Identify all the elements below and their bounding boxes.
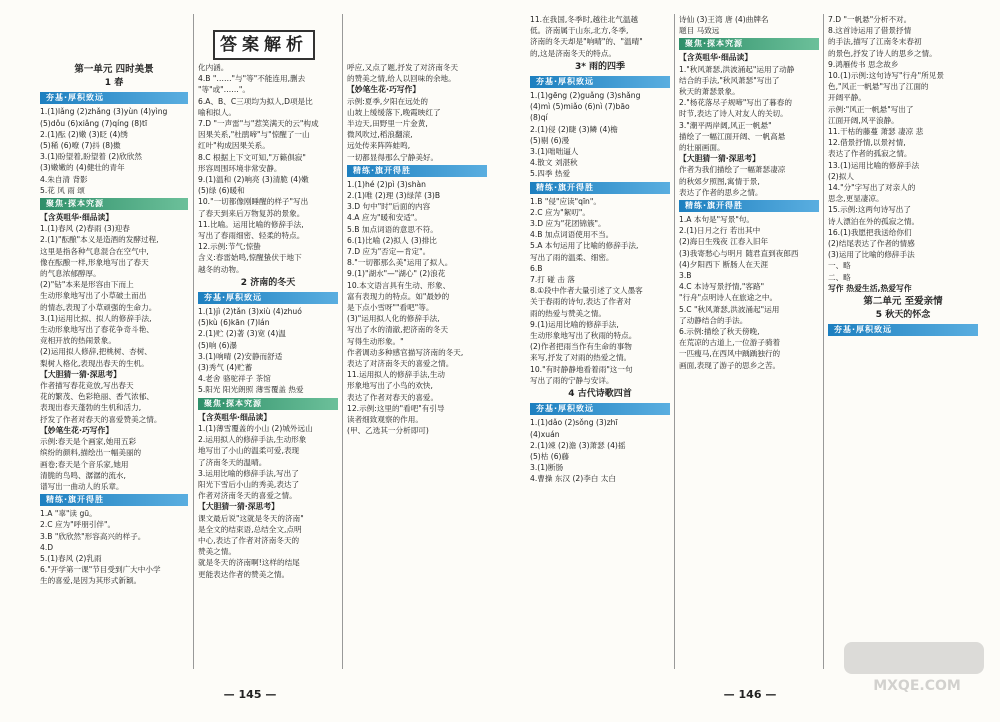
answer-line: 呼应,又点了题,抒发了对济南冬天 [347, 63, 459, 72]
answer-lines [40, 508, 188, 586]
answer-line: (2)结尾表达了作者的情感 [828, 239, 915, 249]
answer-line: 来写,抒发了对雨的热爱之情。 [530, 353, 632, 363]
answer-line: 写出了雨的宁静与安详。 [530, 375, 614, 385]
section-bar: 精练·旗开得胜 [347, 165, 487, 177]
answer-line: 3.运用比喻的修辞手法,写出了 [198, 468, 299, 478]
answer-line: (2)作者把雨当作有生命的事物 [530, 342, 632, 352]
answer-line: 济南的冬天却是"响晴"的、"温晴" [530, 37, 643, 47]
answer-line: 7.打 碰 击 落 [530, 275, 575, 285]
answer-lines [40, 223, 188, 369]
writing-heading: 写作 热爱生活,热爱写作 [828, 283, 912, 293]
answer-line: 12.示例:这里的"看吧"有引导 [347, 403, 445, 413]
answer-line: 6."开学第一课"节目受到广大中小学 [40, 565, 161, 575]
answer-line: 时节,表达了诗人对友人的关切。 [679, 109, 788, 119]
answer-line: 写出了雨的温柔、细密。 [530, 252, 614, 262]
answer-line: 2.(1)侵 (2)睫 (3)鳞 (4)檐 [530, 124, 618, 134]
answer-line: 4.D [40, 542, 54, 552]
answer-line: 9.(1)"湖水"—"湖心" (2)浪花 [347, 269, 446, 279]
answer-line: 了动静结合的手法。 [679, 315, 748, 325]
answer-line: 11.运用拟人的修辞手法,生动 [347, 370, 446, 380]
answer-line: 3.(1)断肠 [530, 463, 564, 473]
answer-line: (2)运用拟人修辞,把桃树、杏树、 [40, 347, 152, 357]
answer-line: 秋天的萧瑟景象。 [679, 87, 740, 97]
answer-line: 生动形象地写出了秋雨的特点。 [530, 331, 637, 341]
answer-lines [828, 160, 978, 261]
answer-line: (甲、乙选其一分析即可) [347, 426, 429, 436]
lesson-heading: 4 古代诗歌四首 [568, 389, 632, 400]
answer-line: 7.D "一声雷"与"惹笑满天的云"构成 [198, 119, 319, 129]
answer-line: 11.干枯的藤蔓 萧瑟 凄凉 悲 [828, 127, 924, 137]
answer-line: 3.D 句中"时"后面的内容 [347, 202, 431, 212]
answer-line: 12.借景抒情,以景衬情, [828, 138, 906, 148]
answer-line: 11.在我国,冬季时,越往北气温越 [530, 15, 639, 24]
answer-line: 5.阳光 阳光朗照 薄雪覆盖 热爱 [198, 385, 304, 395]
answer-line: 9.鸿雁传书 思念故乡 [828, 59, 899, 69]
answer-line: 一匹瘦马,在西风中踽踽独行的 [679, 349, 781, 359]
answer-lines [347, 313, 487, 436]
answer-line: 了济南冬天的温晴。 [198, 457, 267, 467]
answer-line: 画卷;春天是个音乐家,她用 [40, 459, 129, 469]
answer-line: 3.B "欣欣然"形容高兴的样子。 [40, 531, 146, 541]
lesson-heading: 2 济南的冬天 [240, 277, 296, 288]
answer-line: 表现出春天蓬勃的生机和活力, [40, 403, 142, 413]
answer-line: 5.(1)春风 (2)乳雨 [40, 553, 102, 563]
section-bar: 夯基·厚积致远 [198, 292, 338, 304]
answer-line: 因果关系,"杜鹃啼"与"惊醒了一山 [198, 130, 310, 140]
answer-line: 是下点小雪呀""看吧"等。 [347, 303, 434, 313]
answer-line: 1.(1)春风 (2)春雨 (3)迎春 [40, 224, 130, 234]
answer-line: 色,"风正一帆悬"写出了江面的 [828, 82, 929, 92]
unit-heading: 第一单元 四时美景 [74, 64, 154, 75]
answer-line: 生动形象地写出了小草破土而出 [40, 291, 147, 301]
answer-line: (3)秀气 (4)贮蓄 [198, 363, 253, 373]
answer-line: 表达了作者的思乡之情。 [679, 187, 763, 197]
subsection-heading: 【大胆猜一猜·深思考】 [198, 502, 279, 512]
answer-line: 1."秋风萧瑟,洪波涌起"运用了动静 [679, 64, 795, 74]
answer-line: 8.C 根据上下文可知,"万籁俱寂" [198, 152, 306, 162]
answer-lines [679, 214, 819, 371]
subsection-heading: 【妙笔生花·巧写作】 [40, 425, 114, 435]
column-divider [823, 14, 824, 669]
page-number: — 146 — [723, 687, 777, 701]
answer-line: 雨的热爱与赞美之情。 [530, 308, 606, 318]
answer-line: 一切都显得那么宁静美好。 [347, 152, 439, 162]
lesson-heading: 1 春 [104, 78, 124, 89]
answer-line: (3)嫩嫩的 (4)健壮的青年 [40, 163, 125, 173]
answer-line: 是全文的结束语,总结全文,点明 [198, 524, 302, 534]
answer-line: 写出了水的清澈,把济南的冬天 [347, 325, 449, 335]
subsection-heading: 【大胆猜一猜·深思考】 [679, 154, 760, 164]
answer-line: 3.D 应为"花团锦簇"。 [530, 219, 606, 229]
answer-line: 2.(1)"酝酿"本义是造酒的发酵过程, [40, 235, 159, 245]
answer-line: 3."潮平两岸阔,风正一帆悬" [679, 120, 772, 130]
answer-line: 5.B 加点词语的意思不符。 [347, 224, 438, 234]
page-number: — 145 — [223, 687, 277, 701]
answer-line: 半边天,田野里一片金黄, [347, 119, 428, 129]
answer-line: 写得生动形象。" [347, 336, 404, 346]
page-number-value: 145 [238, 687, 262, 701]
answer-line: 1.B "侵"应读"qīn"。 [530, 196, 601, 206]
left-page [0, 0, 500, 704]
answer-line: 10.本文语言具有生动、形象、 [347, 280, 451, 290]
subsection-heading: 【大胆猜一猜·深思考】 [40, 369, 121, 379]
answer-line: 红叶"构成因果关系。 [198, 141, 270, 151]
answer-line: 抒发了作者对春天的喜爱赞美之情。 [40, 414, 162, 424]
answer-line: 8.这首诗运用了借景抒情 [828, 26, 912, 36]
answer-line: 思念,更显凄凉。 [828, 194, 884, 204]
section-bar: 夯基·厚积致远 [530, 403, 670, 415]
answer-lines [679, 64, 819, 154]
answer-line: (5)剔 (6)漫 [530, 135, 570, 145]
answer-line: 就是冬天的济南啊!这样的结尾 [198, 558, 300, 568]
answer-line: 含义:春雷始鸣,惊醒蛰伏于地下 [198, 253, 302, 263]
answer-line: "等"或"……"。 [198, 85, 250, 95]
subsection-heading: 【妙笔生花·巧写作】 [347, 85, 421, 95]
answer-line: 的赞美之情,给人以回味的余地。 [347, 74, 456, 84]
answer-line: 描绘了一幅江面开阔、一帆高悬 [679, 131, 786, 141]
answer-line: 的景色,抒发了诗人的思乡之情。 [828, 48, 937, 58]
answer-line: 10."一切都像刚睡醒的样子"写出 [198, 197, 309, 207]
section-bar: 聚焦·探本究源 [40, 198, 188, 210]
answer-line: 4.B 加点词语使用不当。 [530, 230, 614, 240]
answer-line: 2.(1)竦 (2)澹 (3)萧瑟 (4)摇 [530, 440, 626, 450]
answer-line: (4)夕阳西下 断肠人在天涯 [679, 259, 769, 269]
answer-line: (5)dǒu (6)xiǎng (7)qíng (8)tī [40, 118, 148, 128]
answer-line: 的,这是济南冬天的特点。 [530, 48, 616, 58]
right-column-3 [828, 14, 978, 674]
answer-line: 远处传来阵阵蛙鸣, [347, 141, 411, 151]
answer-line: 中心,表达了作者对济南冬天的 [198, 535, 300, 545]
answer-line: 3.(1)咄咄逼人 [530, 147, 579, 157]
answer-line: 作者描写春花竞放,写出春天 [40, 381, 134, 391]
answer-line: 关于春雨的诗句,表达了作者对 [530, 297, 632, 307]
answer-line: 作者为我们描绘了一幅萧瑟凄凉 [679, 165, 786, 175]
answer-line: 4.朱自清 背影 [40, 174, 88, 184]
answer-lines [679, 164, 819, 198]
answer-lines [347, 62, 487, 84]
answer-line: 写出了春雨细密、轻柔的特点。 [198, 231, 305, 241]
answer-line: 形容周围环境非常安静。 [198, 163, 282, 173]
answer-lines [347, 179, 487, 313]
answer-line: 3.(1)运用比拟、拟人的修辞手法, [40, 313, 152, 323]
answer-lines [198, 423, 338, 501]
answer-line: 8."一切都那么美"运用了拟人。 [347, 258, 453, 268]
subsection-heading: 【含英咀华·细品读】 [198, 412, 272, 422]
answer-line: 4.C 本诗写景抒情,"客路" [679, 282, 765, 292]
answer-line: (3)运用了比喻的修辞手法 [828, 250, 915, 260]
subsection-heading: 【含英咀华·细品读】 [679, 53, 753, 63]
answer-line: 一、略 [828, 261, 851, 271]
answer-line: 梨树人格化,表现出春天的生机。 [40, 358, 149, 368]
answer-line: 4.散文 刘湛秋 [530, 158, 578, 168]
answer-line: 画面,表现了游子的思乡之苦。 [679, 360, 781, 370]
answer-line: 2."杨花落尽子规啼"写出了暮春的 [679, 98, 792, 108]
answer-line: 作者对济南冬天的喜爱之情。 [198, 491, 297, 501]
answer-lines [530, 196, 670, 386]
answer-line: (8)qí [530, 113, 548, 123]
answer-line: 14."分"字写出了对亲人的 [828, 183, 916, 193]
answer-line: 10.(1)示例:这句诗写"行舟"所见景 [828, 71, 944, 81]
answer-line: 3.B [679, 271, 692, 281]
answer-line: 6.(1)比喻 (2)拟人 (3)排比 [347, 235, 437, 245]
answer-line: 谱写出一曲动人的乐章。 [40, 481, 124, 491]
answer-line: 作者调动多种感官描写济南的冬天, [347, 347, 464, 357]
answer-lines [40, 106, 188, 196]
section-bar: 精练·旗开得胜 [40, 494, 188, 506]
answer-line: 表达了作者对春天的喜爱。 [347, 392, 439, 402]
answer-line: 2.(1)贮 (2)著 (3)宽 (4)温 [198, 329, 286, 339]
answer-line: 1.(1)薄雪覆盖的小山 (2)城外远山 [198, 423, 313, 433]
unit-heading: 第二单元 至爱亲情 [863, 296, 943, 308]
answer-lines [198, 513, 338, 580]
answer-line: 富有表现力的特点。如"最妙的 [347, 291, 450, 301]
answer-line: 化内涵。 [198, 63, 229, 72]
lesson-heading: 3* 雨的四季 [574, 61, 626, 72]
answer-line: 生的喜爱,是因为其形式新颖。 [40, 576, 142, 586]
answer-line: 示例:春天是个画家,她用五彩 [40, 437, 137, 447]
answer-line: 3.(1)响晴 (2)安静而舒适 [198, 351, 283, 361]
answer-line: 1.(1)gēng (2)guǎng (3)shǎng [530, 91, 641, 101]
answer-line: 2.(1)日月之行 若出其中 [679, 226, 761, 236]
answer-line: 10."有时静静地看着雨"这一句 [530, 364, 633, 374]
answer-line: 诗仙 (3)王湾 唐 (4)曲牌名 [679, 15, 769, 24]
answer-line: 1.(1)jì (2)tǎn (3)xiù (4)zhuó [198, 307, 302, 317]
answer-line: 1.A 本句是"写景"句。 [679, 215, 754, 225]
answer-line: 课文最后说"这就是冬天的济南" [198, 513, 304, 523]
answer-line: 的秋郊夕照图,寓情于景, [679, 176, 760, 186]
section-bar: 精练·旗开得胜 [679, 200, 819, 212]
answer-line: 题目 马致远 [679, 26, 720, 36]
answer-line: 1.A "辜"读 gū。 [40, 509, 97, 519]
answer-line: 12.示例:节气;惊蛰 [198, 242, 261, 252]
lesson-heading: 5 秋天的怀念 [875, 310, 931, 321]
answer-lines [347, 96, 487, 163]
answer-line: 5.C "秋风萧瑟,洪波涌起"运用 [679, 304, 780, 314]
answer-line: 6.B [530, 263, 543, 273]
answer-line: 清脆的鸟鸣、潺潺的流水, [40, 470, 126, 480]
answer-line: 在荒凉的古道上,一位游子骑着 [679, 338, 781, 348]
left-column-2 [198, 62, 338, 722]
right-column-1 [530, 14, 670, 674]
answer-lines [530, 14, 670, 59]
answer-line: 诗人漂泊在外的孤寂之情。 [828, 216, 920, 226]
answer-line: 这里是指各种气息混合在空气中, [40, 246, 149, 256]
section-bar: 精练·旗开得胜 [530, 182, 670, 194]
answer-line: 生动形象地写出了春花争奇斗艳、 [40, 325, 154, 335]
column-divider [674, 14, 675, 669]
answer-line: 4.B "……"与"等"不能连用,删去 [198, 74, 306, 84]
answer-line: "行舟"点明诗人在旅途之中。 [679, 293, 778, 303]
answer-line: (4)xuán [530, 429, 560, 439]
answer-line: 7.D 应为"否定—肯定"。 [347, 247, 431, 257]
answer-line: 赞美之情。 [198, 547, 236, 557]
answer-line: 6.A、B、C三项均为拟人,D项是比 [198, 96, 313, 106]
answer-line: 开阔平静。 [828, 93, 866, 103]
answer-line: 5.花 风 雨 颂 [40, 185, 85, 195]
answer-line: (5)响 (6)瀑 [198, 340, 238, 350]
answer-line: 13.(1)运用比喻的修辞手法 [828, 160, 920, 170]
page-title: 答案解析 [213, 30, 315, 60]
answer-line: 2.C 应为"絮叨"。 [530, 207, 590, 217]
answer-line: (5)稀 (6)嘹 (7)抖 (8)擞 [40, 141, 121, 151]
answer-lines [40, 380, 188, 425]
answer-line: 5.四季 热爱 [530, 169, 571, 179]
answer-line: 表达了作者的孤寂之情。 [828, 149, 912, 159]
answer-lines [198, 62, 338, 275]
answer-line: 示例:"风正一帆悬"写出了 [828, 104, 914, 114]
left-column-3 [347, 62, 487, 722]
answer-line: 了春天到来后万物复苏的景象。 [198, 208, 305, 218]
answer-line: 像在酝酿一样,形象地写出了春天 [40, 257, 149, 267]
page-number-value: 146 [738, 687, 762, 701]
answer-line: 16.(1)我愿把我送给你们 [828, 227, 912, 237]
subsection-heading: 【含英咀华·细品读】 [40, 213, 114, 223]
answer-line: 缤纷的颜料,描绘出一幅美丽的 [40, 448, 142, 458]
left-column-1 [40, 62, 188, 722]
answer-line: 喻和拟人。 [198, 107, 236, 117]
watermark-logo [842, 636, 992, 696]
column-divider [342, 14, 343, 669]
answer-line: 低。济南属于山东,北方,冬季, [530, 26, 629, 36]
column-divider [193, 14, 194, 669]
answer-line: 2.C 应为"呼朋引伴"。 [40, 520, 116, 530]
answer-line: 示例:夏季,夕阳在远处的 [347, 96, 428, 106]
answer-line: (3)我寄愁心与明月 随君直到夜郎西 [679, 248, 799, 258]
section-bar: 夯基·厚积致远 [530, 76, 670, 88]
answer-lines [828, 260, 978, 282]
answer-line: 4.曹操 东汉 (2)李白 太白 [530, 474, 616, 484]
answer-lines [679, 14, 819, 36]
section-bar: 聚焦·探本究源 [198, 398, 338, 410]
answer-line: 15.示例:这两句诗写出了 [828, 205, 911, 215]
right-page [500, 0, 1000, 704]
answer-line: 4.A 应为"暖和安适"。 [347, 213, 422, 223]
answer-line: 阳光下雪后小山的秀美,表达了 [198, 479, 300, 489]
answer-line: 读者细致观察的作用。 [347, 415, 423, 425]
answer-line: 3.(1)盼望着,盼望着 (2)欣欣然 [40, 152, 142, 162]
answer-line: 1.(1)dǎo (2)sǒng (3)zhī [530, 418, 618, 428]
answer-line: 4.老舍 骆驼祥子 茶馆 [198, 374, 271, 384]
answer-line: 8.①段中作者大量引述了文人墨客 [530, 286, 643, 296]
answer-line: (2)"钻"本来是形容由下而上 [40, 280, 134, 290]
answer-lines [198, 306, 338, 396]
answer-line: 表达了对济南冬天的喜爱之情。 [347, 359, 454, 369]
answer-line: (5)枯 (6)藤 [530, 451, 570, 461]
answer-line: (2)拟人 [828, 171, 854, 181]
answer-line: 的壮丽画面。 [679, 143, 725, 153]
answer-line: 更能表达作者的赞美之情。 [198, 569, 290, 579]
answer-line: 6.示例:描绘了秋天傍晚, [679, 327, 760, 337]
answer-line: (2)海日生残夜 江春入旧年 [679, 237, 769, 247]
answer-line: 11.比喻。运用比喻的修辞手法, [198, 219, 304, 229]
answer-line: 山坡上缓缓落下,晚霞映红了 [347, 107, 441, 117]
answer-line: 7.D "一帆悬"分析不对。 [828, 15, 912, 24]
answer-lines [40, 436, 188, 492]
answer-line: 江面开阔,风平浪静。 [828, 115, 899, 125]
answer-line: 越冬的动物。 [198, 264, 244, 274]
answer-line: (3)"运用拟人化的修辞手法, [347, 314, 440, 324]
answer-line: (4)mì (5)miǎo (6)nì (7)bāo [530, 102, 630, 112]
answer-line: 的手法,描写了江南冬末春初 [828, 37, 922, 47]
answer-line: 的气息浓郁醇厚。 [40, 269, 101, 279]
answer-line: 二、略 [828, 272, 851, 282]
section-bar: 夯基·厚积致远 [40, 92, 188, 104]
answer-line: 2.(1)唯 (2)理 (3)绿萍 (3)B [347, 191, 441, 201]
answer-line: 9.(1)温和 (2)响亮 (3)清脆 (4)嫩 [198, 175, 309, 185]
answer-line: 形象地写出了小鸟的欢快, [347, 381, 433, 391]
answer-lines [530, 90, 670, 180]
answer-line: 2.运用拟人的修辞手法,生动形象 [198, 435, 307, 445]
watermark-badge-shape [844, 642, 984, 674]
answer-lines [530, 417, 670, 484]
answer-line: (5)kù (6)kān (7)lán [198, 318, 270, 328]
section-bar: 聚焦·探本究源 [679, 38, 819, 50]
section-bar: 夯基·厚积致远 [828, 324, 978, 336]
answer-line: 5.A 本句运用了比喻的修辞手法, [530, 241, 639, 251]
answer-line: 微风吹过,稻浪翻滚, [347, 130, 413, 140]
answer-line: 的情态,表现了小草顽强的生命力。 [40, 302, 157, 312]
right-column-2 [679, 14, 819, 674]
answer-line: 9.(1)运用比喻的修辞手法, [530, 319, 619, 329]
answer-line: 2.(1)酝 (2)嫩 (3)眨 (4)绣 [40, 129, 128, 139]
answer-line: 地写出了小山的温柔可爱,表现 [198, 446, 300, 456]
answer-line: 竞相开放的热闹景象。 [40, 336, 116, 346]
answer-line: 花的繁茂、色彩艳丽、香气浓郁、 [40, 392, 154, 402]
answer-lines [828, 14, 978, 160]
answer-line: (5)绿 (6)暖和 [198, 186, 245, 196]
answer-line: 1.(1)hé (2)pì (3)shàn [347, 179, 426, 189]
answer-line: 1.(1)lǎng (2)zhǎng (3)yùn (4)yìng [40, 107, 168, 117]
answer-line: 结合的手法,"秋风萧瑟"写出了 [679, 75, 780, 85]
watermark-text: MXQE.COM [873, 678, 961, 694]
